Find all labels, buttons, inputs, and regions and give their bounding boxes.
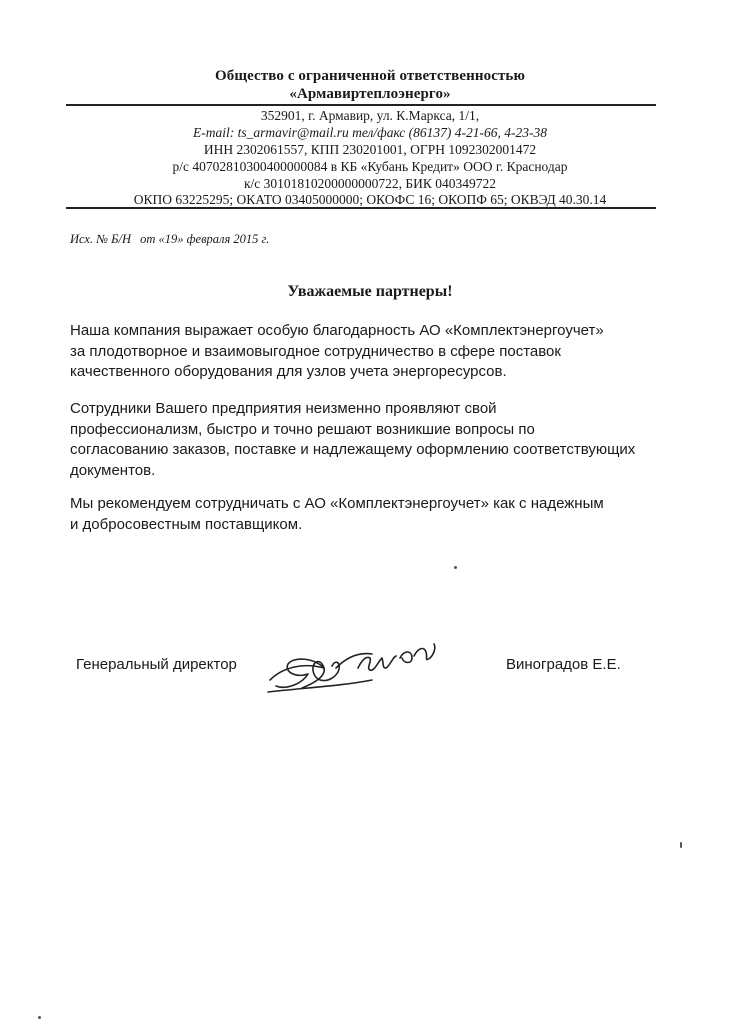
scan-speck	[38, 1016, 41, 1019]
signatory-name: Виноградов Е.Е.	[506, 656, 621, 673]
salutation: Уважаемые партнеры!	[287, 283, 453, 300]
scan-speck	[680, 842, 682, 848]
paragraph-line: и добросовестным поставщиком.	[70, 515, 303, 533]
company-codes: ОКПО 63225295; ОКАТО 03405000000; ОКОФС 16; ОКОПФ 65; ОКВЭД 40.30.14	[133, 192, 607, 207]
letterhead-top-rule	[66, 104, 656, 106]
paragraph-line: качественного оборудования для узлов учета энергоресурсов.	[70, 363, 507, 380]
paragraph-gratitude	[70, 321, 670, 383]
company-contacts: E-mail: ts_armavir@mail.ru тел/факс (86137) 4-21-66, 4-23-38	[193, 125, 547, 140]
paragraph-professionalism	[70, 399, 670, 481]
organization-name: Общество с ограниченной ответственностью	[214, 68, 526, 84]
letterhead-bottom-rule	[66, 207, 656, 209]
paragraph-recommendation	[70, 494, 670, 535]
organization-brand: «Армавиртеплоэнерго»	[289, 86, 451, 102]
outgoing-reference	[70, 232, 275, 247]
paragraph-line: согласованию заказов, поставке и надлежащему оформлению соответствующих	[70, 441, 636, 458]
outgoing-number: Исх. № Б/Н	[70, 232, 131, 246]
paragraph-line: Мы рекомендуем сотрудничать с АО «Комплектэнергоучет» как с надежным	[70, 495, 604, 512]
handwritten-signature	[262, 628, 442, 698]
paragraph-line: Сотрудники Вашего предприятия неизменно проявляют свой	[70, 400, 497, 417]
paragraph-line: профессионализм, быстро и точно решают возникшие вопросы по	[70, 420, 535, 438]
scan-speck	[454, 566, 457, 569]
company-bank-account: р/с 40702810300400000084 в КБ «Кубань Кредит» ООО г. Краснодар	[172, 159, 568, 174]
signatory-title: Генеральный директор	[76, 656, 237, 673]
company-address: 352901, г. Армавир, ул. К.Маркса, 1/1,	[260, 108, 480, 123]
paragraph-line: документов.	[70, 461, 156, 479]
company-registration: ИНН 2302061557, КПП 230201001, ОГРН 1092302001472	[203, 142, 537, 157]
company-corr-account: к/с 30101810200000000722, БИК 040349722	[243, 176, 497, 191]
paragraph-line: Наша компания выражает особую благодарность АО «Комплектэнергоучет»	[70, 322, 604, 339]
outgoing-date: от «19» февраля 2015 г.	[140, 232, 270, 246]
paragraph-line: за плодотворное и взаимовыгодное сотрудничество в сфере поставок	[70, 342, 561, 360]
